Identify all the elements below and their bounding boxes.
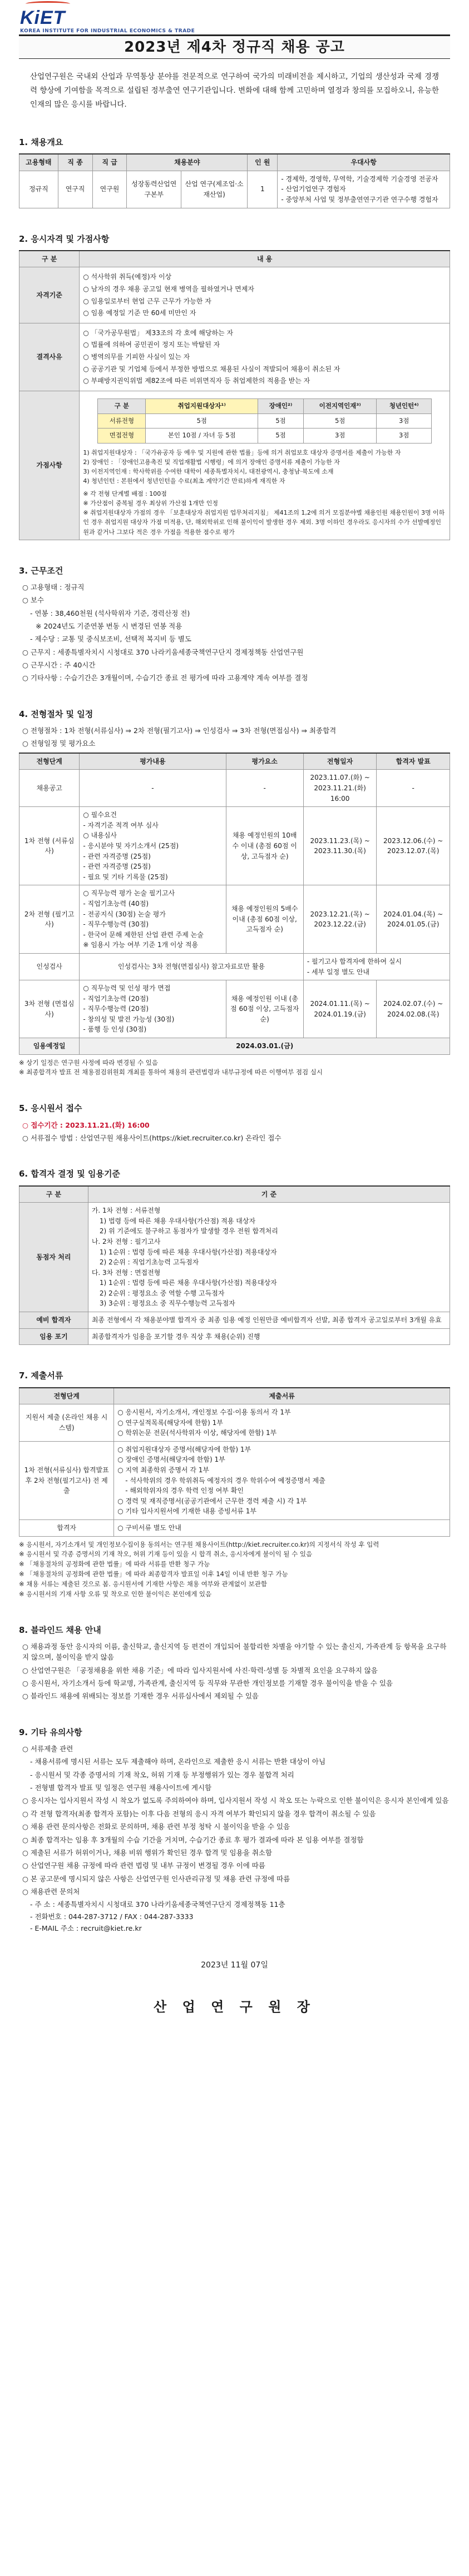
- other-line: ○ 제출된 서류가 허위이거나, 채용 비위 행위가 확인된 경우 합격 및 임용을 취소함: [22, 1848, 272, 1857]
- th-grade: 직 급: [92, 154, 127, 171]
- row-label: 합격자: [19, 1520, 114, 1537]
- cell-content: ○ 직무능력 평가 논술 필기고사 - 직업기초능력 (40점) - 전공지식 (30점) 논술 평가 - 직무수행능력 (30점) - 한국어 문해 제한된 산업 관련 주제 논술 ※ 임용시 가능 여부 기준 1개 이상 적용: [80, 885, 226, 954]
- cell-stage: 임용예정일: [19, 1038, 80, 1055]
- doc-line: ○ 경력 및 재직증명서(공공기관에서 근무한 경력 제출 시) 각 1부: [117, 1497, 307, 1505]
- page-title: 2023년 제4차 정규직 채용 공고: [124, 38, 345, 56]
- doc-line: ○ 장애인 증명서(해당자에 한함) 1부: [117, 1456, 225, 1464]
- cell-stage: 3차 전형 (면접심사): [19, 980, 80, 1038]
- note-line: ※ 「채용절차의 공정화에 관한 법률」에 따라 서류를 반환 청구 가능: [19, 1560, 210, 1568]
- condition-line: - 연봉 : 38,460천원 (석사학위자 기준, 경력산정 전): [30, 609, 190, 617]
- section-3-title: 3. 근무조건: [19, 565, 63, 576]
- row-label: 1차 전형(서류심사) 합격발표 후 2차 전형(필기고사) 전 제출: [19, 1441, 114, 1519]
- cell-content: 2024.03.01.(금): [80, 1038, 450, 1055]
- row-label: 동점자 처리: [19, 1203, 88, 1312]
- other-line: ○ 서류제출 관련: [22, 1744, 73, 1753]
- blind-line: ○ 블라인드 채용에 위배되는 정보를 기재한 경우 서류심사에서 제외될 수 있음: [22, 1692, 259, 1701]
- reserve-rule: 최종 전형에서 각 채용분야별 합격자 중 최종 임용 예정 인원만큼 예비합격자 선발, 최종 합격자 공고일로부터 3개월 유효: [88, 1312, 450, 1329]
- th-elem: 평가요소: [226, 753, 303, 770]
- cell-elem: -: [226, 770, 303, 807]
- cell-count: 1: [248, 171, 278, 208]
- schedule-table: [19, 753, 450, 1055]
- process-steps: ○ 전형절차 : 1차 전형(서류심사) ⇒ 2차 전형(필기고사) ⇒ 인성검사 ⇒ 3차 전형(면접심사) ⇒ 최종합격: [22, 726, 337, 735]
- doc-line: ○ 연구실적목록(해당자에 한함) 1부: [117, 1418, 223, 1427]
- section-7-title: 7. 제출서류: [19, 1371, 63, 1381]
- intro-paragraph: 산업연구원은 국내외 산업과 무역통상 분야를 전문적으로 연구하여 국가의 미래비전을 제시하고, 기업의 생산성과 국제 경쟁력 향상에 기여함을 목적으로 설립된 정부출연 연구기관입니다. 변화에 대해 함께 고민하며 열정과 창의를 모집하오니, 유능한 인재의 많은 응시를 바랍니다.: [30, 72, 439, 109]
- docs-list: [114, 1404, 450, 1442]
- table-row: [19, 770, 450, 807]
- bonus-cell: 5점: [146, 413, 258, 428]
- other-line: - 채용서류에 명시된 서류는 모두 제출해야 하며, 온라인으로 제출한 응시 서류는 반환 대상이 아님: [30, 1757, 326, 1766]
- th-stage: 전형단계: [19, 753, 80, 770]
- cell-date: 2024.01.11.(목) ~ 2024.01.19.(금): [303, 980, 377, 1038]
- row-label: 예비 합격자: [19, 1312, 88, 1329]
- row-label: 임용 포기: [19, 1328, 88, 1345]
- rule-line: 가. 1차 전형 : 서류전형: [91, 1207, 161, 1215]
- other-line: ○ 채용관련 문의처: [22, 1887, 80, 1896]
- cell-elem: 채용 예정인원의 5배수 이내 (총점 60점 이상, 고득점자 순): [226, 885, 303, 954]
- other-line: ○ 각 전형 합격자(최종 합격자 포함)는 이후 다음 전형의 응시 자격 여부가 확인되지 않을 경우 합격이 취소될 수 있음: [22, 1809, 376, 1818]
- note-line: ※ 채용 서류는 제출된 것으로 봄. 응시원서에 기재한 사항은 채용 여부와 관계없이 보관함: [19, 1580, 267, 1588]
- rule-line: 나. 2차 전형 : 필기고사: [91, 1237, 161, 1245]
- cell-result: 2023.12.06.(수) ~ 2023.12.07.(목): [377, 807, 450, 885]
- cell-stage: 1차 전형 (서류심사): [19, 807, 80, 885]
- row-label: 자격기준: [19, 267, 80, 323]
- application-method: ○ 서류접수 방법 : 산업연구원 채용사이트(https://kiet.recruiter.co.kr) 온라인 접수: [22, 1133, 282, 1142]
- rule-line: 1) 1순위 : 법령 등에 따른 채용 우대사항(가산점) 적용대상자: [99, 1248, 277, 1256]
- table-row: [98, 413, 431, 428]
- list-item: ○ 임용일로부터 현업 근무 근무가 가능한 자: [83, 297, 211, 305]
- doc-line: ○ 지역 최종학위 증명서 각 1부: [117, 1466, 209, 1474]
- note-line: ※ 최종합격자 발표 전 채용점검위원회 개최를 통하여 채용의 관련법령과 내부규정에 따른 이행여부 점검 실시: [19, 1068, 323, 1077]
- bonus-cell: 5점: [303, 413, 377, 428]
- cell-date: - 필기고사 합격자에 한하여 실시 - 세부 일정 별도 안내: [303, 953, 450, 980]
- table-row: [19, 267, 450, 323]
- section-2-title: 2. 응시자격 및 가점사항: [19, 233, 110, 244]
- bonus-cell: 3점: [303, 428, 377, 444]
- rule-line: 2) 2순위 : 평정요소 중 역할 수행 고득점자: [99, 1289, 225, 1297]
- table-row: [19, 980, 450, 1038]
- bonus-th: 장애인²⁾: [258, 398, 304, 413]
- table-row: [19, 1038, 450, 1055]
- logo-text: KiET: [20, 7, 66, 28]
- cell-result: 2024.01.04.(목) ~ 2024.01.05.(금): [377, 885, 450, 954]
- list-item: ○ 부패방지권익위법 제82조에 따른 비위면직자 등 취업제한의 적용을 받는 자: [83, 377, 310, 385]
- docs-list: [114, 1441, 450, 1519]
- table-row: [19, 323, 450, 391]
- logo-swoosh-icon: [26, 1, 70, 7]
- rule-line: 2) 2순위 : 직업기초능력 고득점자: [99, 1258, 199, 1267]
- cell-date: 2023.11.07.(화) ~ 2023.11.21.(화) 16:00: [303, 770, 377, 807]
- cell-field1: 성장동력산업연구본부: [127, 171, 181, 208]
- bonus-cell: 본인 10점 / 자녀 등 5점: [146, 428, 258, 444]
- selection-process: [19, 725, 450, 749]
- doc-line: - 석사학위의 경우 학위취득 예정자의 경우 학위수여 예정증명서 제출: [125, 1476, 325, 1484]
- note-line: ※ 응시원서, 자기소개서 및 개인정보수집이용 동의서는 연구원 채용사이트(http://kiet.recruiter.co.kr)의 지정서식 작성 후 입력: [19, 1540, 379, 1548]
- cell-elem: 채용 예정인원의 10배수 이내 (총점 60점 이상, 고득점자 순): [226, 807, 303, 885]
- recruit-overview-table: [19, 153, 450, 208]
- pref-line: - 산업기업연구 경험자: [281, 185, 346, 193]
- table-row: [19, 1328, 450, 1345]
- th-standard: 기 준: [88, 1186, 450, 1203]
- list-item: ○ 법률에 의하여 공민권이 정지 또는 박탈된 자: [83, 341, 220, 349]
- condition-line: ○ 근무시간 : 주 40시간: [22, 661, 96, 670]
- decision-table: [19, 1185, 450, 1346]
- note-line: ※ 응시원서의 기재 사항 오류 및 착오로 인한 불이익은 본인에게 있음: [19, 1590, 212, 1598]
- bonus-cell: 5점: [258, 413, 304, 428]
- note-line: ※ 상기 일정은 연구원 사정에 따라 변경될 수 있음: [19, 1058, 158, 1067]
- contact-email: - E-MAIL 주소 : recruit@kiet.re.kr: [30, 1924, 142, 1933]
- cell-stage: 인성검사: [19, 953, 80, 980]
- process-subtitle: ○ 전형일정 및 평가요소: [22, 739, 96, 748]
- table-row: [19, 391, 450, 540]
- condition-line: - 제수당 : 교통 및 중식보조비, 선택적 복지비 등 별도: [30, 635, 191, 644]
- note-line: 1) 취업지원대상자 : 「국가유공자 등 예우 및 지원에 관한 법률」등에 의거 취업보호 대상자 증명서를 제출이 가능한 자: [83, 449, 401, 457]
- cell-result: -: [377, 770, 450, 807]
- cell-stage: 채용공고: [19, 770, 80, 807]
- list-item: ○ 석사학위 취득(예정)자 이상: [83, 273, 172, 281]
- contact-phone: - 전화번호 : 044-287-3712 / FAX : 044-287-3333: [30, 1912, 194, 1921]
- note-line: ※ 취업지원대상자 가점의 경우 「보훈대상자 취업지원 업무처리지침」 제41조의 1,2에 의거 모집분야별 채용인원 채용인원이 3명 이하인 경우 취업지원 대상자 가점 미적용, 단, 해외학위로 인해 불이익이 발생한 경우 제외. 3명 이하인 경우라도 응시자의 수가 선발예정인원과 같거나 그보다 적은 경우 가점을 적용한 점수로 평가: [83, 509, 445, 536]
- note-line: 2) 장애인 : 「장애인고용촉진 및 직업재활법 시행령」에 의거 장애인 증명서류 제출이 가능한 자: [83, 459, 340, 466]
- note-line: ※ 가산점이 중복될 경우 최상위 가산점 1개만 인정: [83, 500, 218, 507]
- cell-pref: [278, 171, 450, 208]
- rule-line: 1) 법령 등에 따른 채용 우대사항(가산점) 적용 대상자: [99, 1217, 256, 1225]
- schedule-notes: [19, 1058, 450, 1078]
- list-item: ○ 남자의 경우 채용 공고일 현재 병역을 필하였거나 면제자: [83, 285, 254, 293]
- cell-type: 정규직: [19, 171, 58, 208]
- rule-line: 2) 위 기준에도 불구하고 동점자가 발생할 경우 전원 합격처리: [99, 1227, 278, 1235]
- doc-line: - 해외학위자의 경우 학력 인정 여부 확인: [125, 1487, 244, 1495]
- th-type: 고용형태: [19, 154, 58, 171]
- section-9-title: 9. 기타 유의사항: [19, 1727, 82, 1737]
- bonus-cell: 3점: [377, 428, 431, 444]
- cell-field2: 산업 연구(제조업·소재산업): [181, 171, 248, 208]
- qualification-table: [19, 250, 450, 540]
- pref-line: - 중앙부처 사업 및 정부출연연구기관 연구수행 경험자: [281, 195, 438, 203]
- table-row: [19, 1404, 450, 1442]
- table-row: [19, 807, 450, 885]
- cell-job: 연구직: [58, 171, 92, 208]
- bonus-th: 청년인턴⁴⁾: [377, 398, 431, 413]
- section-6-title: 6. 합격자 결정 및 임용기준: [19, 1169, 120, 1179]
- other-line: ○ 채용 관련 문의사항은 전화로 문의하며, 채용 관련 부정 청탁 시 불이익을 받을 수 있음: [22, 1822, 290, 1831]
- issuer-signature: 산 업 연 구 원 장: [154, 1999, 315, 2015]
- section-1-title: 1. 채용개요: [19, 137, 63, 147]
- cell-content: -: [80, 770, 226, 807]
- note-line: ※ 「채용절차의 공정화에 관한 법률」에 따라 최종합격자 발표일 이후 14일 이내 반환 청구 가능: [19, 1570, 288, 1578]
- th-stage: 전형단계: [19, 1388, 114, 1404]
- table-row: [19, 953, 450, 980]
- condition-line: ※ 2024년도 기준연봉 변동 시 변경된 연봉 적용: [36, 621, 182, 630]
- title-box: [19, 34, 450, 59]
- cell-elem: 채용 예정인원 이내 (총점 60점 이상, 고득점자 순): [226, 980, 303, 1038]
- period-label: ○ 접수기간 :: [22, 1120, 66, 1129]
- other-notes: [19, 1743, 450, 1934]
- condition-line: ○ 근무지 : 세종특별자치시 시청대로 370 나라키움세종국책연구단지 경제정책동 산업연구원: [22, 647, 304, 656]
- blind-line: ○ 산업연구원은 「공정채용을 위한 채용 기준」에 따라 입사지원서에 사진·학력·성별 등 차별적 요인을 요구하지 않음: [22, 1666, 378, 1675]
- th-content: 내 용: [80, 251, 450, 267]
- row-label: 결격사유: [19, 323, 80, 391]
- condition-line: ○ 보수: [22, 596, 45, 605]
- list-item: ○ 병역의무를 기피한 사실이 있는 자: [83, 352, 190, 361]
- table-row: [19, 1520, 450, 1537]
- note-line: 3) 이전지역인재 : 학사학위를 수여한 대학이 세종특별자치시, 대전광역시, 충청남·북도에 소재: [83, 468, 334, 476]
- bonus-cell: 5점: [258, 428, 304, 444]
- bonus-cell: [80, 391, 450, 540]
- th-category: 구 분: [19, 251, 80, 267]
- qualification-list: [80, 267, 450, 323]
- waiver-rule: 최종합격자가 임용을 포기할 경우 직상 후 채용(순위) 진행: [88, 1328, 450, 1345]
- contact-address: - 주 소 : 세종특별자치시 시청대로 370 나라키움세종국책연구단지 경제정책동 11층: [30, 1900, 285, 1909]
- other-line: - 응시원서 및 각종 증명서의 기재 착오, 허위 기재 등 부정행위가 있는 경우 불합격 처리: [30, 1770, 294, 1779]
- cell-content: 인성검사는 3차 전형(면접심사) 참고자료로만 활용: [80, 953, 303, 980]
- th-docs: 제출서류: [114, 1388, 450, 1404]
- th-date: 전형일자: [303, 753, 377, 770]
- section-8-title: 8. 블라인드 채용 안내: [19, 1625, 101, 1635]
- logo-subtitle: KOREA INSTITUTE FOR INDUSTRIAL ECONOMICS & TRADE: [20, 28, 195, 34]
- cell-content: ○ 직무능력 및 인성 평가 면접 - 직업기초능력 (20점) - 직무수행능력 (20점) - 창의성 및 발전 가능성 (30점) - 품행 등 인성 (30점): [80, 980, 226, 1038]
- announcement-date: 2023년 11월 07일: [201, 1960, 268, 1970]
- list-item: ○ 「국가공무원법」 제33조의 각 호에 해당하는 자: [83, 328, 234, 337]
- bonus-th: 구 분: [98, 398, 146, 413]
- bonus-cell: 서류전형: [98, 413, 146, 428]
- table-row: [19, 1441, 450, 1519]
- application-period: [22, 1120, 450, 1130]
- bonus-notes: [83, 448, 446, 536]
- other-line: ○ 응시자는 입사지원서 작성 시 착오가 없도록 주의하여야 하며, 입사지원서 작성 시 착오 또는 누락으로 인한 불이익은 응시자 본인에게 있음: [22, 1796, 449, 1805]
- cell-result: 2024.02.07.(수) ~ 2024.02.08.(목): [377, 980, 450, 1038]
- condition-line: ○ 고용형태 : 정규직: [22, 582, 85, 591]
- bonus-th: 이전지역인재³⁾: [303, 398, 377, 413]
- table-row: [98, 428, 431, 444]
- table-row: [19, 1312, 450, 1329]
- cell-grade: 연구원: [92, 171, 127, 208]
- th-field: 채용분야: [127, 154, 248, 171]
- th-content: 평가내용: [80, 753, 226, 770]
- table-row: [19, 1203, 450, 1312]
- tie-rules: [88, 1203, 450, 1312]
- other-line: ○ 산업연구원 채용 규정에 따라 관련 법령 및 내부 규정이 변경될 경우 이에 따름: [22, 1861, 265, 1870]
- list-item: ○ 공공기관 및 기업체 등에서 부정한 방법으로 채용된 사실이 적발되어 채용이 취소된 자: [83, 365, 340, 373]
- note-line: ※ 응시원서 및 각종 증명서의 기재 착오, 허위 기재 등이 있을 시 합격 취소, 응시자에게 불이익 될 수 있음: [19, 1550, 313, 1558]
- condition-line: ○ 기타사항 : 수습기간은 3개월이며, 수습기간 종료 전 평가에 따라 고용계약 계속 여부를 결정: [22, 674, 308, 682]
- doc-line: ○ 구비서류 별도 안내: [117, 1524, 181, 1532]
- doc-line: ○ 응시원서, 자기소개서, 개인정보 수집·이용 동의서 각 1부: [117, 1408, 291, 1417]
- blind-line: ○ 채용과정 동안 응시자의 이름, 출신학교, 출신지역 등 편견이 개입되어 불합리한 차별을 야기할 수 있는 출신지, 가족관계 등 항목을 요구하지 않으며, 불이익을 받지 않음: [22, 1642, 447, 1662]
- contact-block: [22, 1899, 450, 1934]
- row-label: 가점사항: [19, 391, 80, 540]
- documents-notes: [19, 1540, 450, 1600]
- doc-line: ○ 학위논문 전문(석사학위자 이상, 해당자에 한함) 1부: [117, 1429, 277, 1437]
- cell-date: 2023.12.21.(목) ~ 2023.12.22.(금): [303, 885, 377, 954]
- rule-line: 1) 1순위 : 법령 등에 따른 채용 우대사항(가산점) 적용대상자: [99, 1279, 277, 1287]
- cell-date: 2023.11.23.(목) ~ 2023.11.30.(목): [303, 807, 377, 885]
- th-count: 인 원: [248, 154, 278, 171]
- blind-line: ○ 응시원서, 자기소개서 등에 학교명, 가족관계, 출신지역 등 직무와 무관한 개인정보를 기재할 경우 불이익을 받을 수 있음: [22, 1678, 393, 1687]
- docs-list: [114, 1520, 450, 1537]
- header: [19, 0, 450, 56]
- row-label: 지원서 제출 (온라인 채용 시스템): [19, 1404, 114, 1442]
- list-item: ○ 임용 예정일 기준 만 60세 미만인 자: [83, 309, 196, 317]
- table-row: [19, 171, 450, 208]
- period-value: 2023.11.21.(화) 16:00: [65, 1120, 150, 1129]
- table-row: [19, 885, 450, 954]
- other-line: - 전형별 합격자 발표 및 일정은 연구원 채용사이트에 게시함: [30, 1783, 212, 1792]
- doc-line: ○ 기타 입사지원서에 기재한 내용 증빙서류 1부: [117, 1507, 256, 1516]
- kiet-logo: [20, 3, 195, 34]
- cell-content: ○ 필수요건 - 자격기준 적격 여부 심사 ○ 내용심사 - 응시분야 및 자기소개서 (25점) - 관련 자격증명 (25점) - 관련 자격증명 (25점) - 필요 및 기타 기록물 (25점): [80, 807, 226, 885]
- th-pref: 우대사항: [278, 154, 450, 171]
- bonus-cell: 3점: [377, 413, 431, 428]
- note-line: 4) 청년인턴 : 본원에서 청년인턴을 수료(최초 계약기간 만료)하게 재직한 자: [83, 477, 285, 485]
- bonus-cell: 면접전형: [98, 428, 146, 444]
- pref-line: - 경제학, 경영학, 무역학, 기술경제학 기술경영 전공자: [281, 175, 438, 183]
- bonus-th: 취업지원대상자¹⁾: [146, 398, 258, 413]
- section-4-title: 4. 전형절차 및 일정: [19, 709, 93, 719]
- doc-line: ○ 취업지원대상자 증명서(해당자에 한함) 1부: [117, 1445, 251, 1453]
- rule-line: 3) 3순위 : 평정요소 중 직무수행능력 고득점자: [99, 1299, 235, 1308]
- section-5-title: 5. 응시원서 접수: [19, 1103, 82, 1114]
- disqualification-list: [80, 323, 450, 391]
- documents-table: [19, 1387, 450, 1537]
- other-line: ○ 최종 합격자는 임용 후 3개월의 수습 기간을 거치며, 수습기간 종료 후 평가 결과에 따라 본 임용 여부를 결정함: [22, 1835, 364, 1844]
- th-job: 직 종: [58, 154, 92, 171]
- application-info: [19, 1120, 450, 1144]
- th-category: 구 분: [19, 1186, 88, 1203]
- work-conditions: [19, 582, 450, 684]
- th-result: 합격자 발표: [377, 753, 450, 770]
- blind-hiring: [19, 1641, 450, 1702]
- bonus-table: [97, 398, 431, 444]
- cell-stage: 2차 전형 (필기고사): [19, 885, 80, 954]
- rule-line: 다. 3차 전형 : 면접전형: [91, 1268, 161, 1277]
- note-line: ※ 각 전형 단계별 배점 : 100점: [83, 490, 167, 498]
- other-line: ○ 본 공고문에 명시되지 않은 사항은 산업연구원 인사관리규정 및 채용 관련 규정에 따름: [22, 1874, 290, 1883]
